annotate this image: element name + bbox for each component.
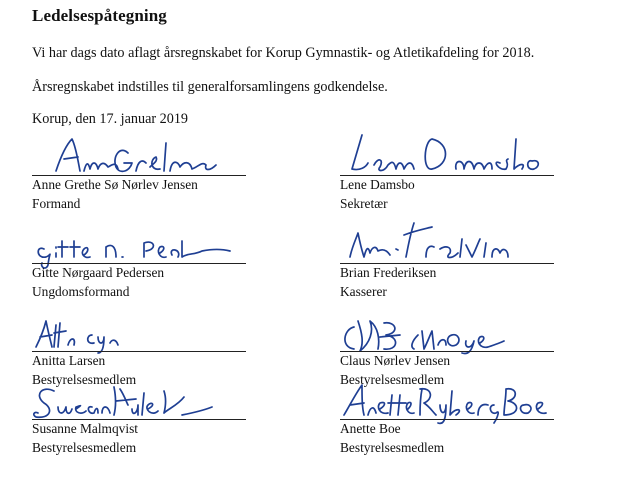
statement-paragraph: Vi har dags dato aflagt årsregnskabet for Korup Gymnastik- og Atletikafdeling for 2018. bbox=[32, 45, 535, 61]
handwritten-signature bbox=[340, 131, 554, 181]
place-date: Korup, den 17. januar 2019 bbox=[32, 111, 189, 127]
approval-paragraph: Årsregnskabet indstilles til generalforsamlingens godkendelse. bbox=[32, 79, 388, 95]
signatory-role: Formand bbox=[32, 196, 81, 211]
signatory-role: Sekretær bbox=[340, 196, 388, 211]
signature-block-ungdomsformand bbox=[32, 233, 252, 303]
signature-line bbox=[340, 419, 554, 420]
handwritten-signature bbox=[32, 307, 246, 357]
signature-line bbox=[340, 175, 554, 176]
signatory-name: Brian Frederiksen bbox=[340, 265, 437, 280]
handwritten-signature bbox=[32, 219, 246, 269]
handwritten-signature bbox=[340, 375, 554, 425]
signatory-name: Susanne Malmqvist bbox=[32, 421, 139, 436]
signature-line bbox=[340, 263, 554, 264]
handwritten-signature bbox=[340, 219, 554, 269]
handwritten-signature bbox=[32, 375, 246, 425]
signature-block-formand bbox=[32, 145, 252, 215]
signature-block-sekretaer bbox=[340, 145, 560, 215]
document-title: Ledelsespåtegning bbox=[32, 6, 167, 25]
signature-block-anette bbox=[340, 389, 560, 459]
signature-line bbox=[32, 263, 246, 264]
signatory-role: Kasserer bbox=[340, 284, 387, 299]
signature-line bbox=[32, 419, 246, 420]
signature-block-susanne bbox=[32, 389, 252, 459]
signatory-role: Ungdomsformand bbox=[32, 284, 130, 299]
signature-line bbox=[32, 175, 246, 176]
signatory-role: Bestyrelsesmedlem bbox=[340, 372, 445, 387]
signatory-name: Lene Damsbo bbox=[340, 177, 415, 192]
signatory-role: Bestyrelsesmedlem bbox=[32, 440, 137, 455]
signature-block-kasserer bbox=[340, 233, 560, 303]
signatory-role: Bestyrelsesmedlem bbox=[32, 372, 137, 387]
handwritten-signature bbox=[340, 307, 554, 357]
signatory-role: Bestyrelsesmedlem bbox=[340, 440, 445, 455]
signatory-name: Gitte Nørgaard Pedersen bbox=[32, 265, 165, 280]
signatory-name: Anne Grethe Sø Nørlev Jensen bbox=[32, 177, 198, 192]
signatory-name: Anette Boe bbox=[340, 421, 401, 436]
signature-line bbox=[32, 351, 246, 352]
signatory-name: Anitta Larsen bbox=[32, 353, 106, 368]
signature-line bbox=[340, 351, 554, 352]
signatory-name: Claus Nørlev Jensen bbox=[340, 353, 451, 368]
handwritten-signature bbox=[32, 131, 246, 181]
